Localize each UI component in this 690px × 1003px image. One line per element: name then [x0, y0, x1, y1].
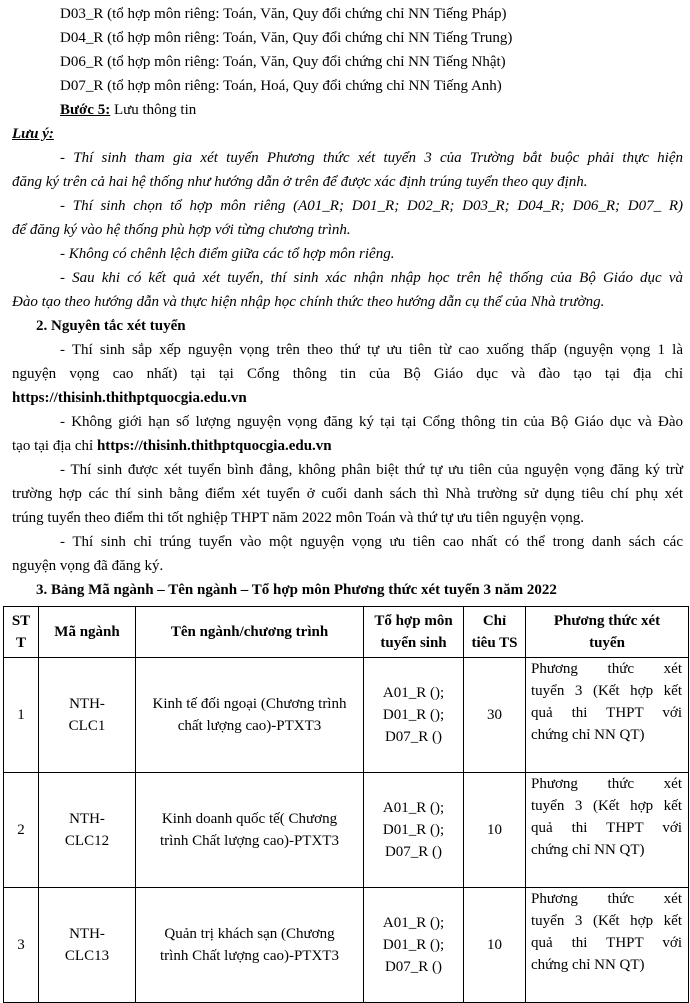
- section-2-p2-prefix: tạo tại địa chỉ: [12, 438, 97, 454]
- admissions-table: [3, 606, 689, 1003]
- cell-combo: A01_R (); D01_R (); D07_R (): [364, 658, 464, 773]
- section-2-url-1[interactable]: https://thisinh.thithptquocgia.edu.vn: [12, 390, 247, 406]
- note-heading: Lưu ý:: [12, 126, 54, 142]
- header-method: Phương thức xét tuyển: [526, 607, 689, 658]
- cell-stt: 1: [4, 658, 39, 773]
- note-2-line-2: để đăng ký vào hệ thống phù hợp với từng chương trình.: [12, 222, 351, 238]
- note-1-line-2: đăng ký trên cả hai hệ thống như hướng dẫn ở trên để được xác định trúng tuyển theo quy định.: [12, 174, 588, 190]
- header-quota: Chỉ tiêu TS: [464, 607, 526, 658]
- option-d06: D06_R (tổ hợp môn riêng: Toán, Văn, Quy đổi chứng chỉ NN Tiếng Nhật): [60, 54, 506, 70]
- section-2-url-2[interactable]: https://thisinh.thithptquocgia.edu.vn: [96, 438, 332, 454]
- section-2-p2-line-2: [12, 436, 332, 456]
- cell-method: Phương thức xét tuyển 3 (Kết hợp kết quả thi THPT với chứng chỉ NN QT): [526, 773, 689, 888]
- table-row: [4, 658, 689, 773]
- section-2-p1-line-1: - Thí sinh sắp xếp nguyện vọng trên theo thứ tự ưu tiên từ cao xuống thấp (nguyện vọng 1 là: [60, 342, 683, 358]
- table-row: [4, 888, 689, 1003]
- cell-stt: 3: [4, 888, 39, 1003]
- section-3-heading: 3. Bảng Mã ngành – Tên ngành – Tổ hợp môn Phương thức xét tuyển 3 năm 2022: [36, 582, 557, 598]
- note-2-line-1: - Thí sinh chọn tổ hợp môn riêng (A01_R; D01_R; D02_R; D03_R; D04_R; D06_R; D07_ R): [60, 198, 683, 214]
- cell-combo: A01_R (); D01_R (); D07_R (): [364, 773, 464, 888]
- cell-code: NTH- CLC13: [39, 888, 136, 1003]
- cell-method: Phương thức xét tuyển 3 (Kết hợp kết quả thi THPT với chứng chỉ NN QT): [526, 658, 689, 773]
- section-2-p4-line-1: - Thí sinh chỉ trúng tuyển vào một nguyện vọng ưu tiên cao nhất có thể trong danh sách các: [60, 534, 683, 550]
- note-1-line-1: - Thí sinh tham gia xét tuyển Phương thức xét tuyển 3 của Trường bắt buộc phải thực hiện: [60, 150, 683, 166]
- cell-method: Phương thức xét tuyển 3 (Kết hợp kết quả thi THPT với chứng chỉ NN QT): [526, 888, 689, 1003]
- header-combo: Tổ hợp môn tuyển sinh: [364, 607, 464, 658]
- cell-name: Kinh doanh quốc tế( Chương trình Chất lượng cao)-PTXT3: [136, 773, 364, 888]
- cell-name: Quản trị khách sạn (Chương trình Chất lượng cao)-PTXT3: [136, 888, 364, 1003]
- option-d07: D07_R (tổ hợp môn riêng: Toán, Hoá, Quy đổi chứng chỉ NN Tiếng Anh): [60, 78, 502, 94]
- cell-name: Kinh tế đối ngoại (Chương trình chất lượng cao)-PTXT3: [136, 658, 364, 773]
- table-header-row: [4, 607, 689, 658]
- note-3: - Không có chênh lệch điểm giữa các tổ hợp môn riêng.: [60, 246, 395, 262]
- step5-label: Bước 5:: [60, 102, 111, 118]
- cell-code: NTH- CLC12: [39, 773, 136, 888]
- option-d04: D04_R (tổ hợp môn riêng: Toán, Văn, Quy đổi chứng chỉ NN Tiếng Trung): [60, 30, 513, 46]
- option-d03: D03_R (tổ hợp môn riêng: Toán, Văn, Quy đổi chứng chỉ NN Tiếng Pháp): [60, 6, 507, 22]
- cell-quota: 10: [464, 888, 526, 1003]
- section-2-p2-line-1: - Không giới hạn số lượng nguyện vọng đăng ký tại tại Cổng thông tin của Bộ Giáo dục và Đào: [60, 414, 683, 430]
- header-stt: ST T: [4, 607, 39, 658]
- step5: [60, 100, 196, 120]
- section-2-p1-line-2: nguyện vọng cao nhất) tại tại Cổng thông tin của Bộ Giáo dục và đào tạo tại địa chỉ: [12, 366, 683, 382]
- note-4-line-1: - Sau khi có kết quả xét tuyển, thí sinh xác nhận nhập học trên hệ thống của Bộ Giáo dục và: [60, 270, 683, 286]
- cell-quota: 10: [464, 773, 526, 888]
- cell-quota: 30: [464, 658, 526, 773]
- header-code: Mã ngành: [39, 607, 136, 658]
- cell-stt: 2: [4, 773, 39, 888]
- note-4-line-2: Đào tạo theo hướng dẫn và thực hiện nhập học chính thức theo hướng dẫn cụ thể của Nhà trường.: [12, 294, 605, 310]
- cell-combo: A01_R (); D01_R (); D07_R (): [364, 888, 464, 1003]
- section-2-p3-line-1: - Thí sinh được xét tuyển bình đẳng, không phân biệt thứ tự ưu tiên của nguyện vọng đăng ký trừ: [60, 462, 683, 478]
- section-2-heading: 2. Nguyên tắc xét tuyển: [36, 318, 186, 334]
- header-name: Tên ngành/chương trình: [136, 607, 364, 658]
- cell-code: NTH- CLC1: [39, 658, 136, 773]
- section-2-p4-line-2: nguyện vọng đã đăng ký.: [12, 558, 164, 574]
- step5-text: Lưu thông tin: [110, 102, 197, 118]
- section-2-p3-line-3: trúng tuyển theo điểm thi tốt nghiệp THPT năm 2022 môn Toán và thứ tự ưu tiên nguyện vọng.: [12, 510, 585, 526]
- table-row: [4, 773, 689, 888]
- section-2-p3-line-2: trường hợp các thí sinh bằng điểm xét tuyển ở cuối danh sách thì Nhà trường sử dụng tiêu chí phụ xét: [12, 486, 683, 502]
